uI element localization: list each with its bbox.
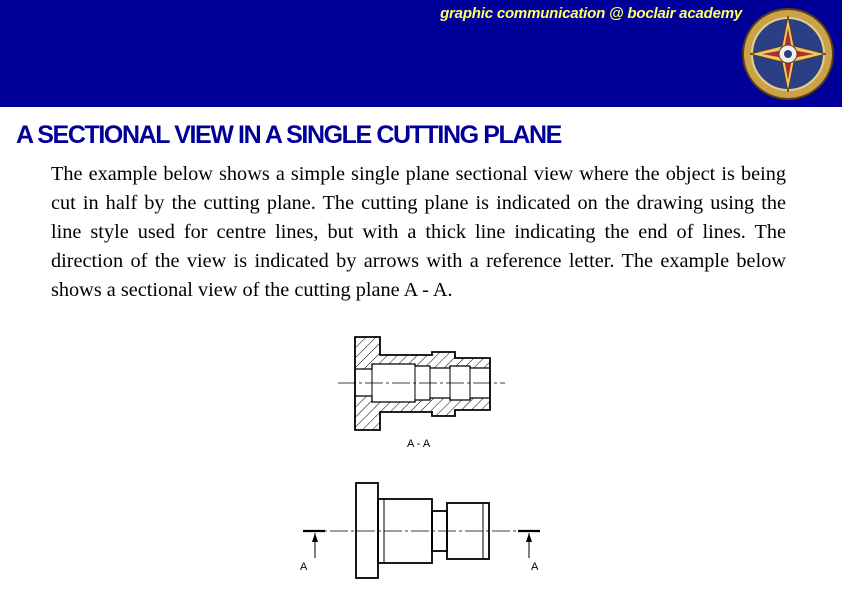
- page-title: A SECTIONAL VIEW IN A SINGLE CUTTING PLANE: [16, 121, 561, 149]
- header-caption: graphic communication @ boclair academy: [440, 5, 742, 22]
- section-view-a-a: [338, 337, 505, 430]
- section-view-label: A - A: [407, 438, 431, 450]
- view-arrow-left: [312, 533, 318, 558]
- arrow-left-label: A: [300, 561, 308, 573]
- view-arrow-right: [526, 533, 532, 558]
- arrow-right-label: A: [531, 561, 539, 573]
- elevation-view: [356, 483, 489, 578]
- body-paragraph: The example below shows a simple single plane sectional view where the object is being cut in half by the cutting plane. The cutting plane is indicated on the drawing using the line style used for centre lines, but with a thick line indicating the end of lines. The direction of the view is indicated by arrows with a reference letter. The example below shows a sectional view of the cutting plane A - A.: [51, 163, 786, 301]
